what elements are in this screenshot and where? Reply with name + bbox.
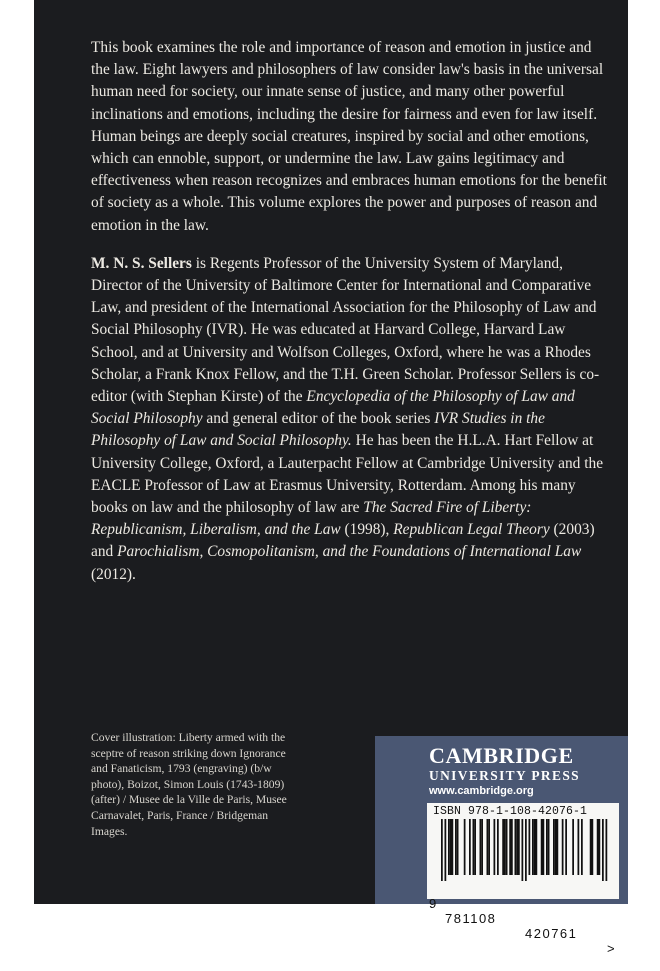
barcode-bar [606, 819, 608, 881]
bio-text-2: and general editor of the book series [202, 410, 435, 428]
barcode-bar [506, 819, 508, 875]
barcode-bar [592, 819, 594, 875]
barcode-bar [532, 819, 534, 875]
barcode-bar [504, 819, 506, 875]
barcode-bar [469, 819, 471, 875]
bio-title-republican: Republican Legal Theory [393, 521, 550, 539]
barcode-bar [481, 819, 483, 875]
barcode-bar [548, 819, 550, 875]
barcode-bar [546, 819, 548, 875]
barcode-bar [525, 819, 527, 881]
barcode-bar [553, 819, 555, 875]
barcode-box [427, 803, 619, 956]
publisher-url: www.cambridge.org [429, 785, 534, 797]
barcode-bar [457, 819, 459, 875]
barcode-first-digit: 9 [429, 896, 438, 911]
barcode-bar [455, 819, 457, 875]
barcode-bar [473, 819, 475, 875]
barcode-arrow: > [607, 941, 617, 956]
barcode-bar [518, 819, 520, 875]
isbn-label: ISBN 978-1-108-42076-1 [433, 805, 588, 818]
barcode-bar [515, 819, 517, 875]
barcode-bar [445, 819, 447, 881]
barcode-digits [427, 881, 619, 971]
back-cover [34, 0, 628, 956]
cover-illustration-credit: Cover illustration: Liberty armed with the sceptre of reason striking down Ignorance and Fanaticism, 1793 (engraving) (b/w photo), Boizot, Simon Louis (1743-1809) (after) / Musee de la Ville de Paris, Musee Carnavalet, Paris, France / Bridgeman Images. [91, 731, 287, 838]
barcode-bar [599, 819, 601, 875]
barcode-bar [474, 819, 476, 875]
barcode-left-digits: 781108 [445, 911, 497, 926]
barcode-bar [597, 819, 599, 875]
barcode-bar [487, 819, 489, 875]
barcode-bar [536, 819, 538, 875]
barcode-bar [488, 819, 490, 875]
barcode-bar [534, 819, 536, 875]
book-description: This book examines the role and importance of reason and emotion in justice and the law. Eight lawyers and philosophers of law consider law's basis in the universal human need for society, our innate sense of justice, and many other powerful inclinations and emotions, including the desire for fairness and even for law itself. Human beings are deeply social creatures, inspired by social and other emotions, which can ennoble, support, or undermine the law. Law gains legitimacy and effectiveness when reason recognizes and embraces human emotions for the benefit of society as a whole. This volume explores the power and purposes of reason and emotion in the law. [91, 39, 607, 234]
bio-title-sacred-fire: The Sacred Fire of Liberty: Republicanism, Liberalism, and the Law [91, 499, 532, 539]
barcode-icon [429, 819, 617, 881]
barcode-bar [509, 819, 511, 875]
bio-text-4: (1998), [340, 521, 394, 539]
barcode-bar [578, 819, 580, 875]
bio-title-encyclopedia: Encyclopedia of the Philosophy of Law and Social Philosophy [91, 388, 575, 428]
cover-copy [91, 37, 611, 602]
barcode-bar [450, 819, 452, 875]
barcode-bar [522, 819, 524, 881]
barcode-bar [502, 819, 504, 875]
barcode-bar [480, 819, 482, 875]
barcode-bar [565, 819, 567, 875]
barcode-bar [543, 819, 545, 875]
author-bio [91, 253, 611, 586]
barcode-bar [562, 819, 564, 875]
barcode-bar [590, 819, 592, 875]
bio-text-6: (2012). [91, 565, 136, 583]
bio-title-series: IVR Studies in the Philosophy of Law and Social Philosophy. [91, 410, 545, 450]
publisher-logo-subtitle: UNIVERSITY PRESS [429, 768, 581, 783]
barcode-bar [511, 819, 513, 875]
barcode-bar [452, 819, 454, 875]
barcode-bar [516, 819, 518, 875]
bio-text-3: He has been the H.L.A. Hart Fellow at University College, Oxford, a Lauterpacht Fellow at Cambridge University and the EACLE Professor of Law at Erasmus University, Rotterdam. Among his many books on law and the philosophy of law are [91, 432, 604, 517]
barcode-right-digits: 420761 [525, 926, 578, 941]
publisher-panel [375, 736, 628, 956]
barcode-bar [529, 819, 531, 875]
bio-text-5: (2003) and [91, 521, 595, 561]
barcode-bar [497, 819, 499, 875]
barcode-bar [557, 819, 559, 875]
barcode-bar [494, 819, 496, 875]
barcode-bar [448, 819, 450, 875]
barcode-bar [541, 819, 543, 875]
author-name: M. N. S. Sellers [91, 254, 192, 272]
bio-title-parochialism: Parochialism, Cosmopolitanism, and the Foundations of International Law [117, 543, 582, 561]
barcode-bar [464, 819, 466, 875]
barcode-bar [441, 819, 443, 881]
barcode-bar [581, 819, 583, 875]
bio-text-1: is Regents Professor of the University System of Maryland, Director of the University of Baltimore Center for International and Comparative Law, and president of the International Association for the Philosophy of Law and Social Philosophy (IVR). He was educated at Harvard College, Harvard Law School, and at University and Wolfson Colleges, Oxford, where he was a Rhodes Scholar, a Frank Knox Fellow, and the T.H. Green Scholar. Professor Sellers is co-editor (with Stephan Kirste) of the [91, 254, 600, 406]
barcode-bar [572, 819, 574, 875]
barcode-bar [602, 819, 604, 881]
publisher-logo-name: CAMBRIDGE [429, 743, 574, 768]
barcode-bar [555, 819, 557, 875]
